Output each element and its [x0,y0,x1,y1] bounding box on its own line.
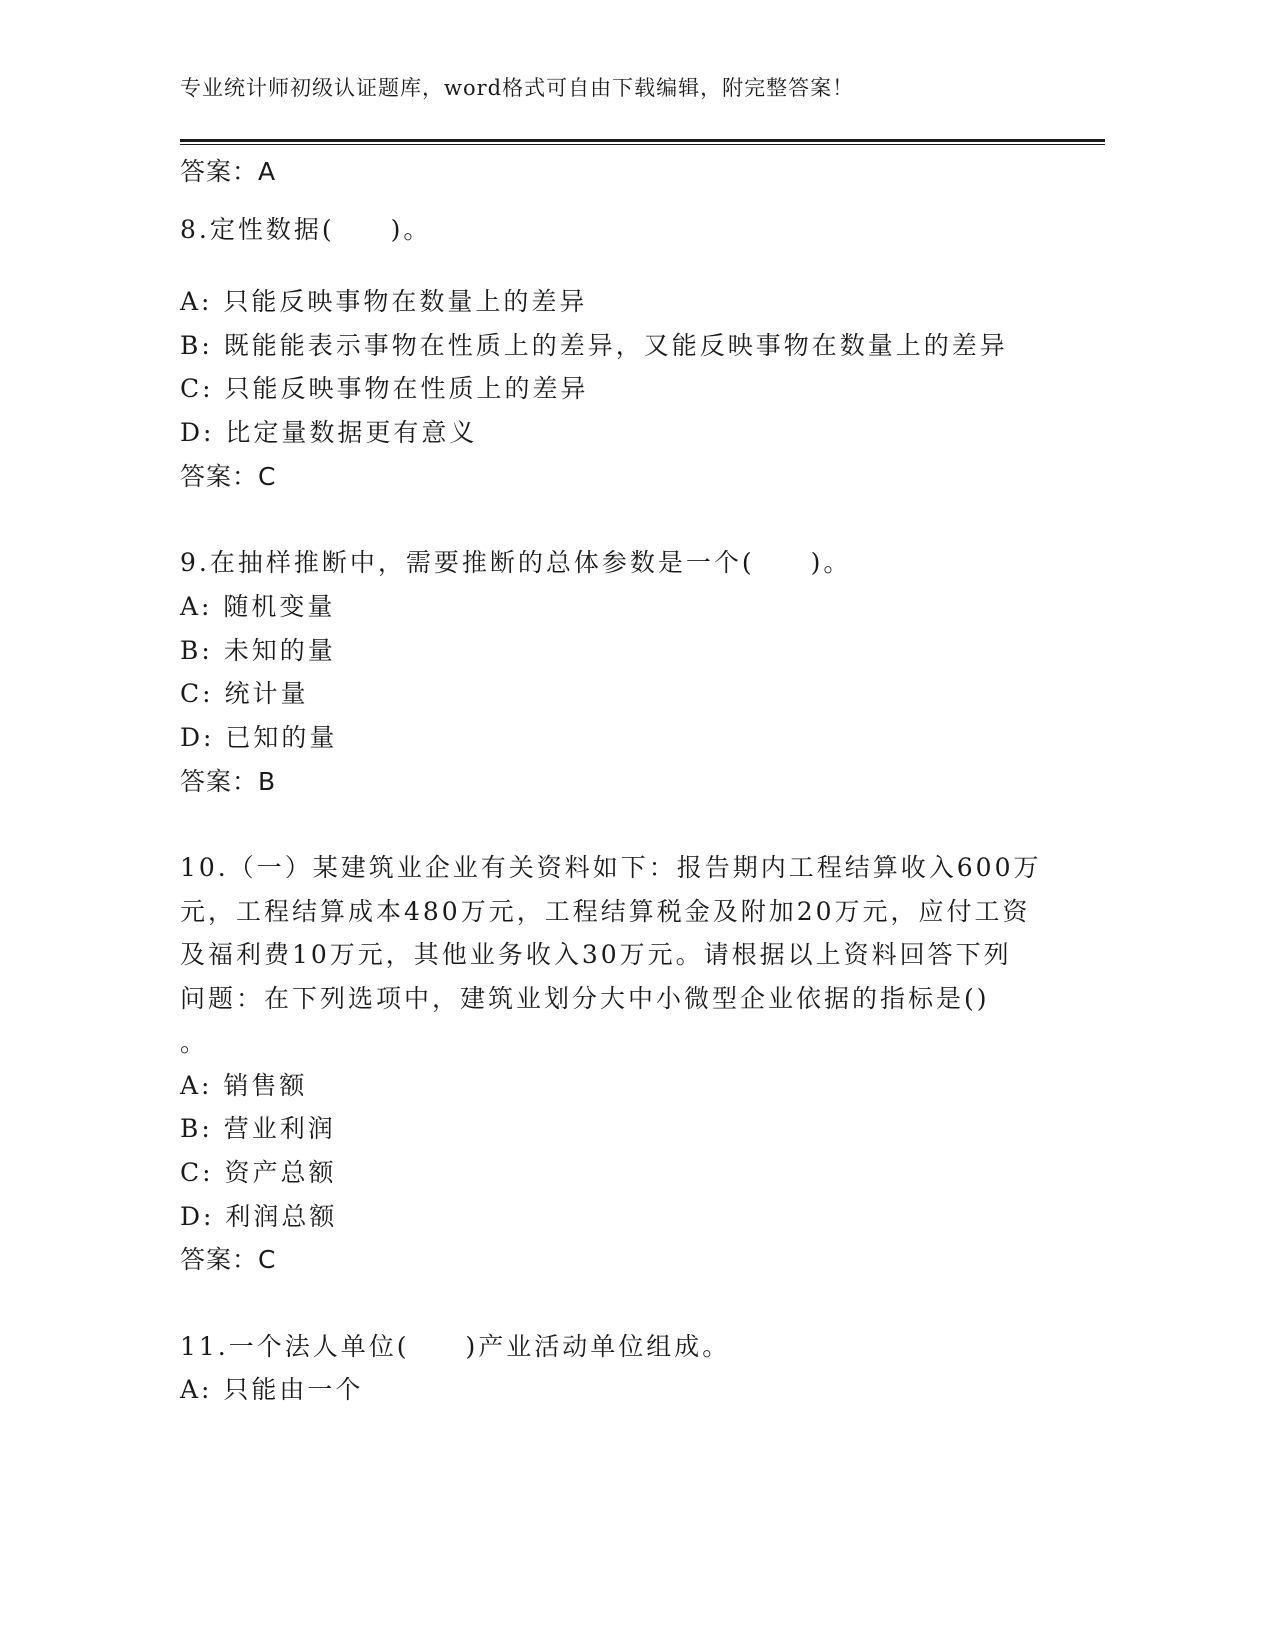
option-b: B: 营业利润 [180,1114,336,1143]
option-a: A: 随机变量 [180,592,336,621]
option-c: C: 资产总额 [180,1158,337,1187]
question-line: 9.在抽样推断中，需要推断的总体参数是一个( )。 [180,548,852,577]
option-a: A: 只能反映事物在数量上的差异 [180,287,588,316]
answer-line: 答案：C [180,1245,277,1274]
option-a: A: 销售额 [180,1071,308,1100]
option-b: B: 既能能表示事物在性质上的差异，又能反映事物在数量上的差异 [180,331,1008,360]
question-line: 问题：在下列选项中，建筑业划分大中小微型企业依据的指标是() [180,984,990,1013]
option-b: B: 未知的量 [180,636,336,665]
question-line: 元，工程结算成本480万元，工程结算税金及附加20万元，应付工资 [180,897,1031,926]
answer-line: 答案：B [180,767,277,796]
page-header: 专业统计师初级认证题库，word格式可自由下载编辑，附完整答案！ [180,76,855,100]
option-d: D: 已知的量 [180,723,338,752]
header-divider [180,139,1105,142]
option-c: C: 只能反映事物在性质上的差异 [180,374,589,403]
question-line: 及福利费10万元，其他业务收入30万元。请根据以上资料回答下列 [180,940,1012,969]
option-d: D: 利润总额 [180,1202,338,1231]
answer-line: 答案：C [180,462,277,491]
question-line: 11.一个法人单位( )产业活动单位组成。 [180,1332,731,1361]
option-a: A: 只能由一个 [180,1375,364,1404]
option-c: C: 统计量 [180,679,309,708]
option-d: D: 比定量数据更有意义 [180,418,478,447]
question-line: 10.（一）某建筑业企业有关资料如下：报告期内工程结算收入600万 [180,853,1042,882]
header-divider-thin [180,144,1105,145]
answer-line: 答案：A [180,157,277,186]
question-line: 8.定性数据( )。 [180,215,432,244]
question-line: 。 [180,1028,209,1057]
